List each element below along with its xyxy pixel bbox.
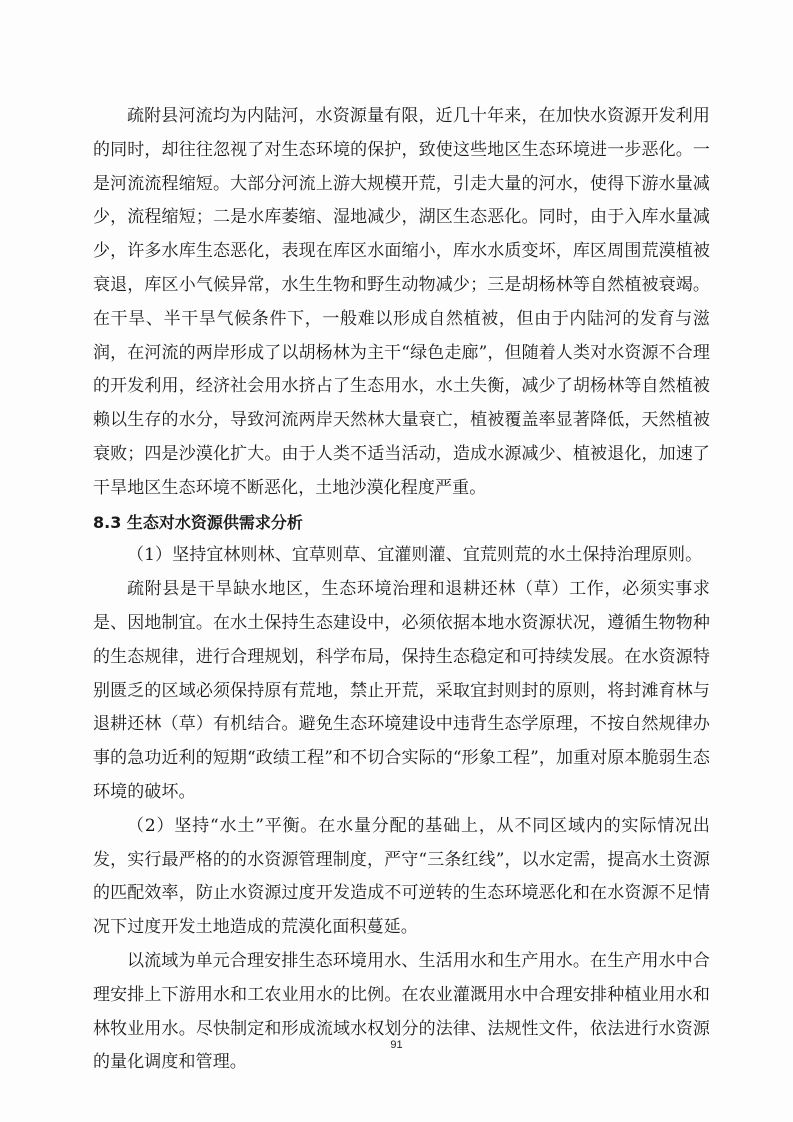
paragraph-arid-region-governance: 疏附县是干旱缺水地区，生态环境治理和退耕还林（草）工作，必须实事求是、因地制宜。在水土保持生态建设中，必须依据本地水资源状况，遵循生物物种的生态规律，进行合理规划，科学布局，保持生态稳定和可持续发展。在水资源特别匮乏的区域必须保持原有荒地，禁止开荒，采取宜封则封的原则，将封滩育林与退耕还林（草）有机结合。避免生态环境建设中违背生态学原理，不按自然规律办事的急功近利的短期“政绩工程”和不切合实际的“形象工程”，加重对原本脆弱生态环境的破坏。 bbox=[93, 579, 710, 802]
section-heading: 8.3 生态对水资源供需求分析 bbox=[93, 512, 303, 532]
page-body bbox=[93, 100, 710, 1080]
paragraph-principle-1: （1）坚持宜林则林、宜草则草、宜灌则灌、宜荒则荒的水土保持治理原则。 bbox=[127, 545, 703, 566]
page-number: 91 bbox=[390, 1039, 403, 1051]
paragraph-basin-water-allocation: 以流域为单元合理安排生态环境用水、生活用水和生产用水。在生产用水中合理安排上下游用水和工农业用水的比例。在农业灌溉用水中合理安排种植业用水和林牧业用水。尽快制定和形成流域水权划分的法律、法规性文件，依法进行水资源的量化调度和管理。 bbox=[93, 950, 710, 1073]
paragraph-ecological-degradation: 疏附县河流均为内陆河，水资源量有限，近几十年来，在加快水资源开发利用的同时，却往往忽视了对生态环境的保护，致使这些地区生态环境进一步恶化。一是河流流程缩短。大部分河流上游大规模开荒，引走大量的河水，使得下游水量减少，流程缩短；二是水库萎缩、湿地减少，湖区生态恶化。同时，由于入库水量减少，许多水库生态恶化，表现在库区水面缩小，库水水质变坏，库区周围荒漠植被衰退，库区小气候异常，水生生物和野生动物减少；三是胡杨林等自然植被衰竭。在干旱、半干旱气候条件下，一般难以形成自然植被，但由于内陆河的发育与滋润，在河流的两岸形成了以胡杨林为主干“绿色走廊”，但随着人类对水资源不合理的开发利用，经济社会用水挤占了生态用水，水土失衡，减少了胡杨林等自然植被赖以生存的水分，导致河流两岸天然林大量衰亡，植被覆盖率显著降低，天然植被衰败；四是沙漠化扩大。由于人类不适当活动，造成水源减少、植被退化，加速了干旱地区生态环境不断恶化，土地沙漠化程度严重。 bbox=[93, 106, 710, 498]
paragraph-principle-2: （2）坚持“水土”平衡。在水量分配的基础上，从不同区域内的实际情况出发，实行最严格的的水资源管理制度，严守“三条红线”，以水定需，提高水土资源的匹配效率，防止水资源过度开发造成不可逆转的生态环境恶化和在水资源不足情况下过度开发土地造成的荒漠化面积蔓延。 bbox=[93, 815, 710, 938]
